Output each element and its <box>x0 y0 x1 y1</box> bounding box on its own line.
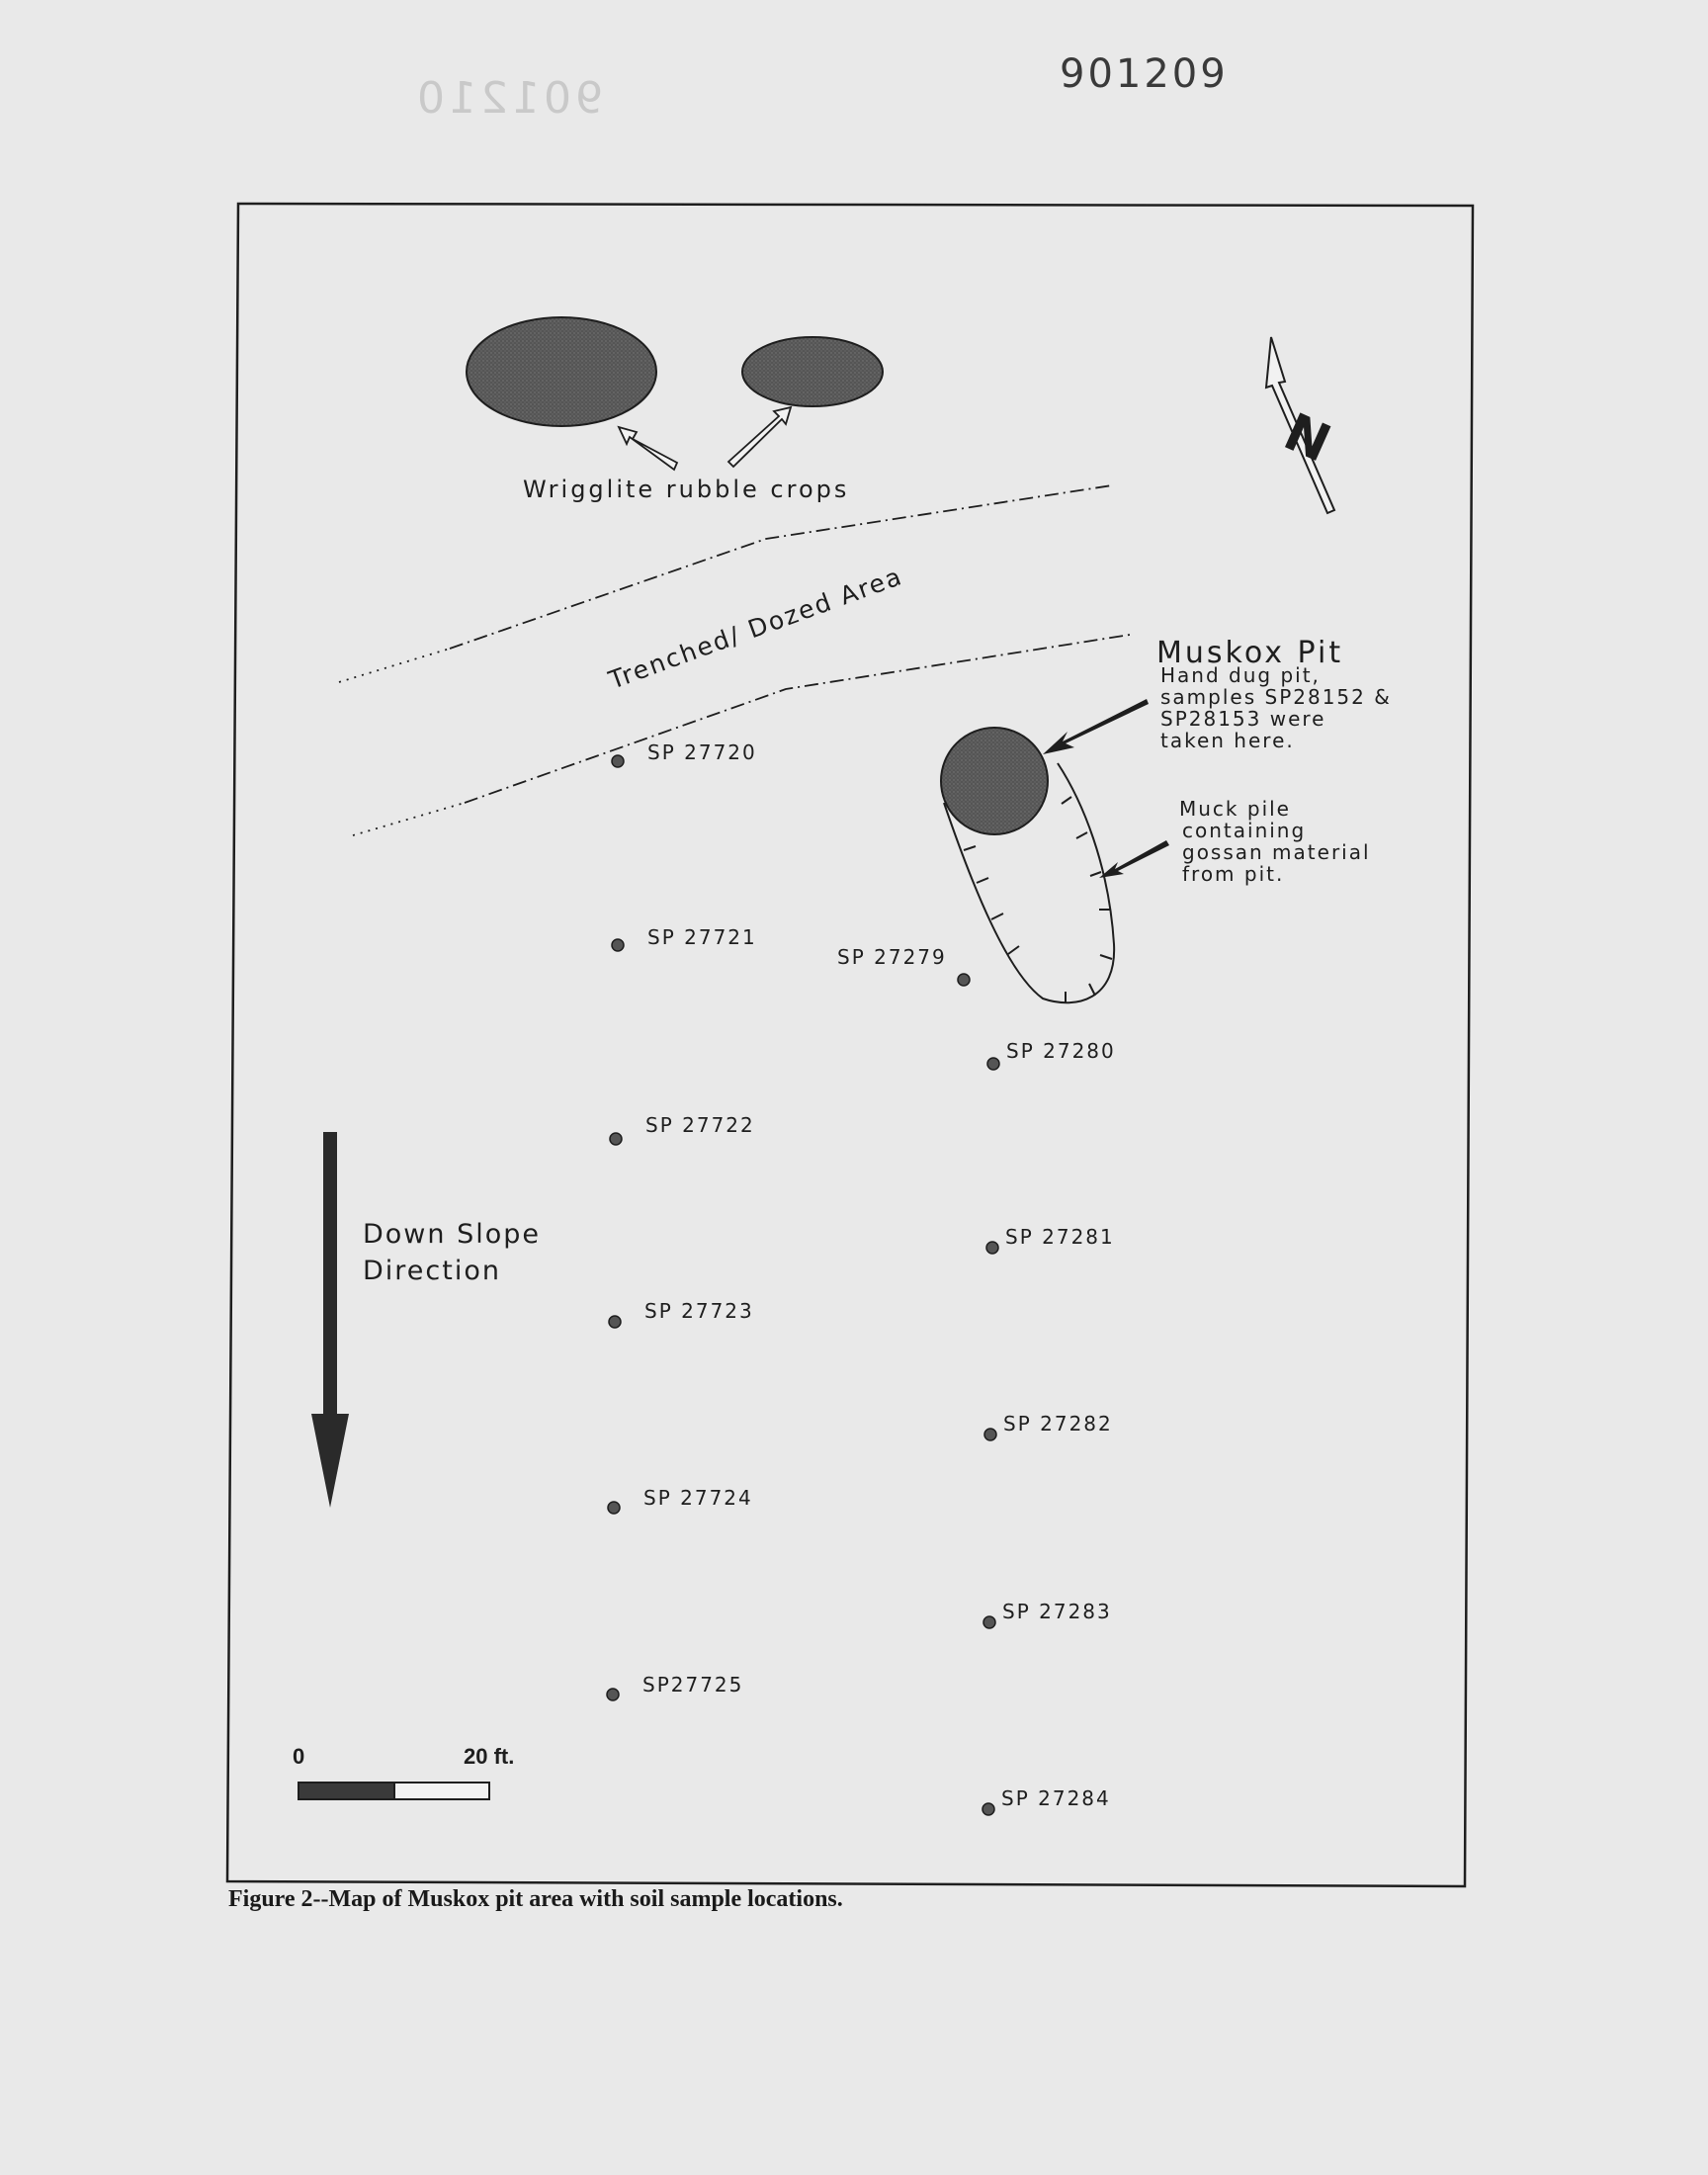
pit-note-line: SP28153 were <box>1160 707 1326 731</box>
pit-pointer-arrow <box>1043 699 1149 754</box>
sample-label: SP 27720 <box>647 740 757 764</box>
slope-label-line: Down Slope <box>363 1219 541 1250</box>
slope-label-line: Direction <box>363 1256 501 1286</box>
pit-title: Muskox Pit <box>1156 636 1344 670</box>
sample-marker <box>608 1502 620 1514</box>
muck-pile-note <box>1179 797 1371 886</box>
sample-label: SP 27721 <box>647 925 757 949</box>
sample-marker <box>983 1616 995 1628</box>
trench-label: Trenched/ Dozed Area <box>605 561 907 695</box>
sample-marker <box>610 1133 622 1145</box>
muck-note-line: gossan material <box>1182 840 1371 864</box>
sample-label: SP 27723 <box>644 1299 754 1323</box>
sample-label: SP 27281 <box>1005 1225 1115 1249</box>
trench-boundary-upper <box>339 649 450 682</box>
outcrop-small <box>742 337 883 406</box>
muck-note-line: from pit. <box>1182 862 1285 886</box>
figure-caption: Figure 2--Map of Muskox pit area with soil sample locations. <box>228 1886 843 1912</box>
sample-marker <box>607 1689 619 1700</box>
muck-pile-pointer-arrow <box>1099 840 1169 878</box>
pit-note-line: Hand dug pit, <box>1160 663 1321 687</box>
scale-bar <box>299 1783 489 1799</box>
outcrop-arrow-left <box>619 427 677 470</box>
sample-marker <box>987 1058 999 1070</box>
outcrop-label: Wrigglite rubble crops <box>523 476 850 503</box>
pit-note-line: samples SP28152 & <box>1160 685 1392 709</box>
sample-label: SP 27279 <box>837 945 947 969</box>
sample-marker <box>958 974 970 986</box>
sample-label: SP 27282 <box>1003 1412 1113 1436</box>
sample-label: SP 27280 <box>1006 1039 1116 1063</box>
sample-label: SP 27283 <box>1002 1600 1112 1623</box>
sample-marker <box>612 755 624 767</box>
document-number: 901209 <box>1060 51 1229 97</box>
sample-marker <box>612 939 624 951</box>
ghost-document-number: 901210 <box>413 73 603 124</box>
outcrop-large <box>467 317 656 426</box>
sample-label: SP 27724 <box>643 1486 753 1510</box>
sample-marker <box>986 1242 998 1254</box>
down-slope-label <box>363 1219 541 1286</box>
sample-points <box>607 740 1116 1815</box>
north-label: N <box>1275 402 1339 475</box>
scale-end-label: 20 ft. <box>464 1744 515 1769</box>
muskox-pit <box>941 728 1048 834</box>
scale-start-label: 0 <box>293 1744 305 1769</box>
pit-note-line: taken here. <box>1160 729 1295 752</box>
pit-note <box>1160 663 1392 752</box>
sample-label: SP 27284 <box>1001 1786 1111 1810</box>
sample-marker <box>984 1429 996 1440</box>
sample-marker <box>982 1803 994 1815</box>
down-slope-arrow <box>311 1132 349 1508</box>
outcrop-arrow-right <box>728 407 791 467</box>
trench-boundary-lower <box>353 803 465 835</box>
sample-label: SP27725 <box>642 1673 744 1696</box>
sample-label: SP 27722 <box>645 1113 755 1137</box>
muck-note-line: Muck pile <box>1179 797 1291 821</box>
sample-marker <box>609 1316 621 1328</box>
muck-note-line: containing <box>1182 819 1307 842</box>
